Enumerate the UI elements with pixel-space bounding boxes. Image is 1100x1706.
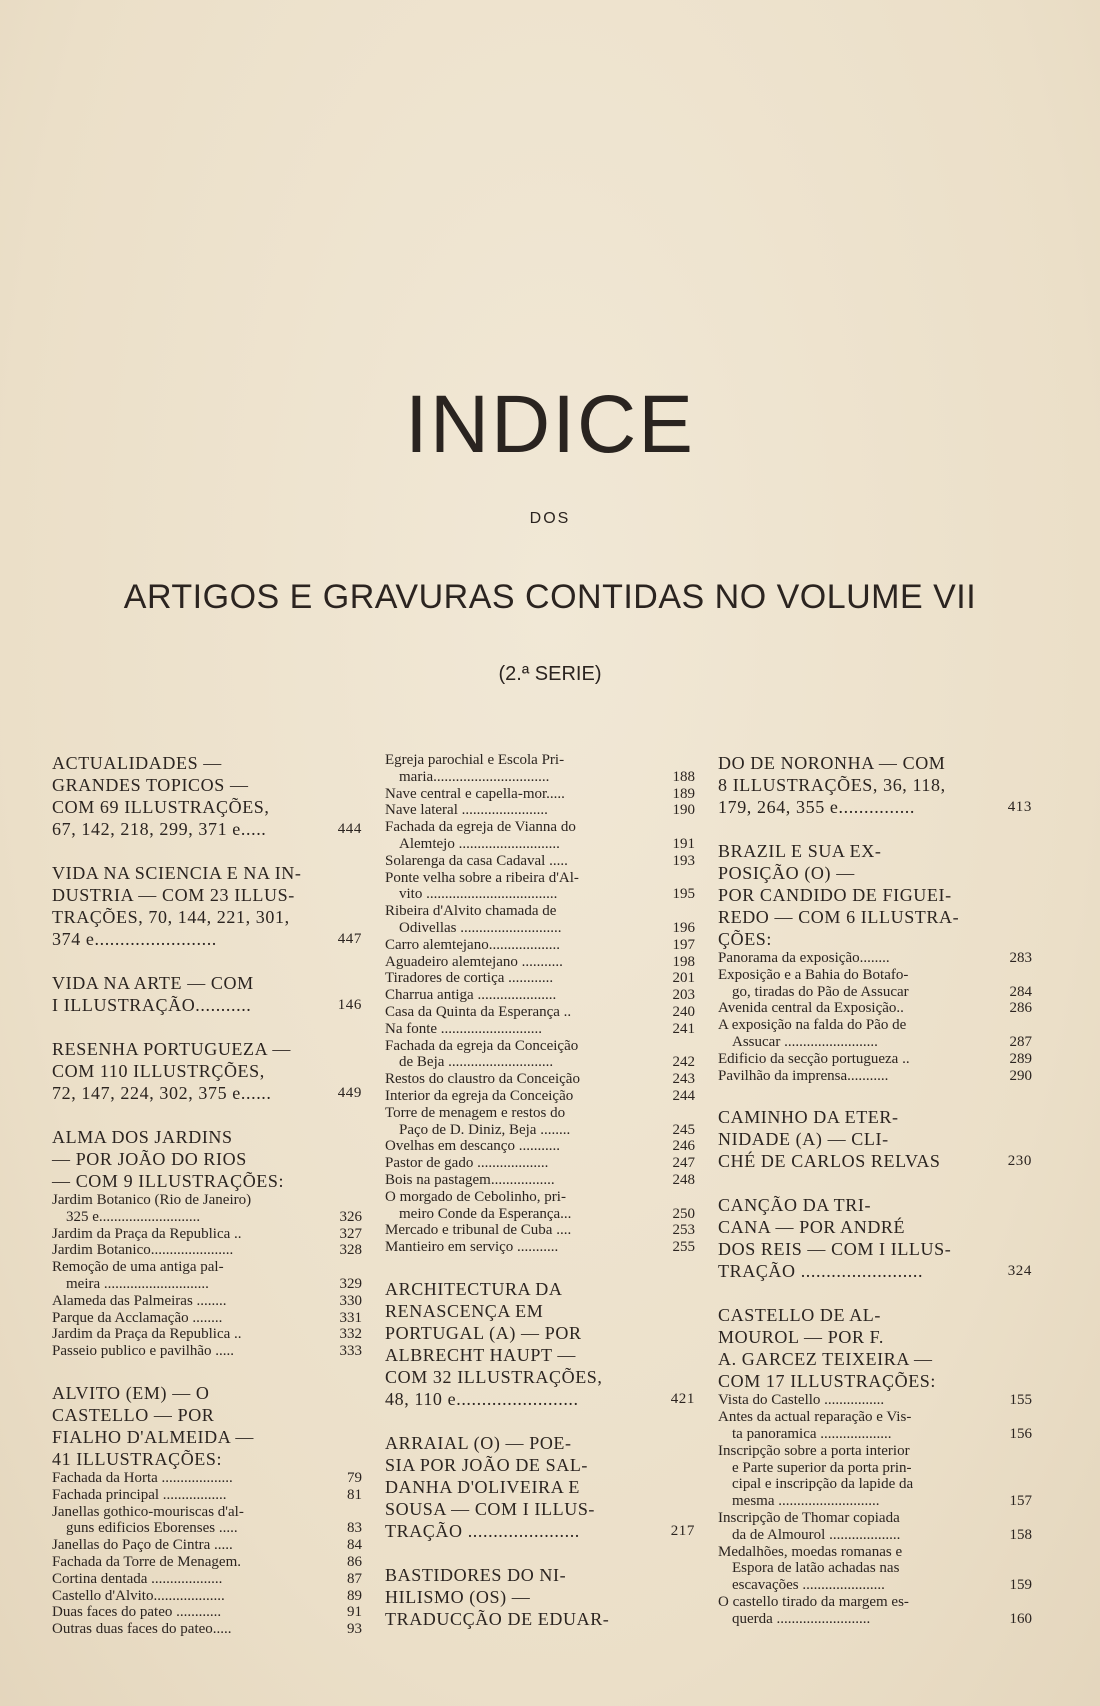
entry-heading [718, 840, 1032, 950]
illustration-title-line: Bois na pastagem................. [385, 1171, 555, 1188]
entry-page-number: 447 [337, 931, 362, 947]
illustration-item [385, 970, 695, 987]
entry-page-number: 217 [670, 1522, 695, 1539]
entry-heading-line: 67, 142, 218, 299, 371 e..... [52, 819, 267, 839]
illustration-title-line: cipal e inscripção da lapide da [732, 1476, 914, 1493]
entry-heading-line: DUSTRIA — COM 23 ILLUS- [52, 885, 295, 905]
illustration-title-line: Fachada da Torre de Menagem. [52, 1553, 242, 1570]
illustration-title-line: Jardim Botanico (Rio de Janeiro) [52, 1192, 252, 1208]
illustration-page-number: 188 [672, 768, 695, 785]
entry-heading-line: COM 69 ILLUSTRAÇÕES, [52, 797, 270, 817]
illustration-title-line: Passeio publico e pavilhão ..... [52, 1343, 235, 1360]
illustration-item [385, 1071, 695, 1088]
entry-heading-line: POSIÇÃO (O) — [718, 863, 855, 883]
illustration-item [52, 1293, 362, 1310]
entry-heading-line: CASTELLO — POR [52, 1404, 215, 1425]
illustration-page-number: 86 [347, 1553, 362, 1570]
illustration-item [52, 1604, 362, 1621]
entry-heading-line: SIA POR JOÃO DE SAL- [385, 1454, 589, 1475]
illustration-title-line: Janellas gothico-mouriscas d'al- [52, 1503, 244, 1520]
illustration-page-number: 287 [1009, 1033, 1032, 1050]
illustration-item [718, 1544, 1032, 1594]
entry-page-number: 413 [1007, 799, 1032, 815]
illustration-page-number: 83 [347, 1520, 362, 1537]
illustration-page-number: 84 [347, 1537, 362, 1554]
illustration-title-line: Nave central e capella-mor..... [385, 785, 565, 802]
illustration-page-number: 250 [672, 1205, 695, 1222]
illustration-item [385, 1239, 695, 1256]
illustration-page-number: 255 [672, 1239, 695, 1256]
illustration-page-number: 253 [672, 1222, 695, 1239]
illustration-page-number: 156 [1009, 1425, 1032, 1442]
illustration-title-line: Fachada da egreja da Conceição [385, 1037, 579, 1054]
entry-heading-line: PORTUGAL (A) — POR [385, 1322, 582, 1343]
illustration-title-line: Duas faces do pateo ............ [52, 1604, 222, 1621]
illustration-item [385, 954, 695, 971]
illustration-item [52, 1470, 362, 1487]
illustration-item [385, 1004, 695, 1021]
illustration-item [718, 1051, 1032, 1068]
illustration-page-number: 286 [1009, 1000, 1032, 1017]
entry-heading [718, 1194, 1032, 1282]
illustration-page-number: 240 [672, 1003, 695, 1020]
illustration-item [718, 1409, 1032, 1443]
entry-heading-line: CHÉ DE CARLOS RELVAS [718, 1151, 941, 1172]
illustration-page-number: 328 [339, 1242, 362, 1259]
illustration-title-line: Fachada da egreja de Vianna do [385, 819, 576, 836]
illustration-title-line: Espora de latão achadas nas [732, 1560, 900, 1577]
illustration-title-line: Avenida central da Exposição.. [718, 1000, 904, 1017]
entry-heading-line: 41 ILLUSTRAÇÕES: [52, 1448, 223, 1469]
illustration-item [52, 1487, 362, 1504]
illustration-page-number: 242 [672, 1054, 695, 1071]
illustration-page-number: 81 [347, 1486, 362, 1503]
illustration-item [385, 752, 695, 786]
illustration-item [385, 1155, 695, 1172]
illustration-page-number: 243 [672, 1071, 695, 1088]
illustration-item [385, 903, 695, 937]
illustration-page-number: 327 [339, 1225, 362, 1242]
illustration-page-number: 248 [672, 1171, 695, 1188]
index-entry [718, 1304, 1032, 1627]
illustration-title-line: O castello tirado da margem es- [718, 1593, 909, 1610]
illustration-page-number: 326 [339, 1208, 362, 1225]
entry-heading-line: RENASCENÇA EM [385, 1300, 544, 1321]
illustration-title-line: Janellas do Paço de Cintra ..... [52, 1537, 233, 1554]
illustration-item [385, 853, 695, 870]
illustration-title-line: mesma ........................... [732, 1493, 880, 1510]
entry-heading-line: 72, 147, 224, 302, 375 e...... [52, 1083, 272, 1103]
illustration-page-number: 284 [1009, 983, 1032, 1000]
illustration-item [52, 1504, 362, 1538]
illustration-page-number: 91 [347, 1604, 362, 1621]
entry-heading-line: ARCHITECTURA DA [385, 1278, 563, 1299]
illustration-page-number: 155 [1009, 1392, 1032, 1409]
illustration-title-line: Egreja parochial e Escola Pri- [385, 752, 565, 768]
entry-heading-line: TRADUCÇÃO DE EDUAR- [385, 1608, 610, 1629]
illustration-page-number: 190 [672, 802, 695, 819]
illustration-title-line: Exposição e a Bahia do Botafo- [718, 966, 909, 983]
entry-heading-line: NIDADE (A) — CLI- [718, 1129, 889, 1150]
title-connector: DOS [529, 510, 571, 527]
entry-heading-line: BRAZIL E SUA EX- [718, 841, 882, 861]
index-entry [385, 1564, 695, 1630]
illustration-title-line: Panorama da exposição........ [718, 950, 890, 966]
illustration-title-line: Pavilhão da imprensa........... [718, 1067, 889, 1084]
entry-heading [385, 1278, 695, 1410]
illustration-page-number: 283 [1009, 950, 1032, 966]
illustration-page-number: 195 [672, 886, 695, 903]
illustration-title-line: Odivellas ........................... [399, 919, 562, 936]
illustration-page-number: 289 [1009, 1050, 1032, 1067]
entry-heading-line: A. GARCEZ TEIXEIRA — [718, 1349, 933, 1370]
entry-heading-line: MOUROL — POR F. [718, 1327, 884, 1348]
entry-heading-line: — POR JOÃO DO RIOS [52, 1149, 247, 1169]
illustration-item [385, 987, 695, 1004]
illustration-page-number: 160 [1009, 1610, 1032, 1627]
illustration-item [718, 1000, 1032, 1017]
illustration-title-line: Tiradores de cortiça ............ [385, 970, 554, 987]
entry-heading-line: FIALHO D'ALMEIDA — [52, 1426, 255, 1447]
illustration-title-line: Restos do claustro da Conceição [385, 1071, 580, 1088]
illustration-page-number: 197 [672, 936, 695, 953]
entry-page-number: 449 [337, 1085, 362, 1101]
illustration-title-line: Casa da Quinta da Esperança .. [385, 1003, 572, 1020]
illustration-title-line: Solarenga da casa Cadaval ..... [385, 852, 568, 869]
illustration-title-line: Cortina dentada ................... [52, 1570, 223, 1587]
illustration-page-number: 244 [672, 1087, 695, 1104]
illustration-page-number: 79 [347, 1469, 362, 1486]
illustration-item [385, 1138, 695, 1155]
illustration-item [52, 1621, 362, 1638]
illustration-item [385, 1038, 695, 1072]
entry-heading-line: HILISMO (OS) — [385, 1586, 531, 1607]
entry-heading-line: CAMINHO DA ETER- [718, 1107, 899, 1128]
index-entry [718, 840, 1032, 1084]
entry-heading-line: COM 110 ILLUSTRÇÕES, [52, 1061, 265, 1081]
illustration-item [718, 1017, 1032, 1051]
entry-heading-line: ARRAIAL (O) — POE- [385, 1432, 572, 1453]
entry-heading [52, 1126, 362, 1192]
entry-heading [52, 862, 362, 950]
entry-heading-line: SOUSA — COM I ILLUS- [385, 1498, 596, 1519]
illustration-title-line: Ponte velha sobre a ribeira d'Al- [385, 869, 579, 886]
entry-heading-line: 8 ILLUSTRAÇÕES, 36, 118, [718, 775, 946, 795]
entry-heading [718, 752, 1032, 818]
index-entry [718, 1194, 1032, 1282]
illustration-item [385, 802, 695, 819]
entry-heading [385, 1564, 695, 1630]
illustration-item [718, 1443, 1032, 1510]
entry-heading [52, 1038, 362, 1104]
illustration-title-line: Remoção de uma antiga pal- [52, 1259, 224, 1276]
illustration-title-line: Charrua antiga ..................... [385, 987, 557, 1004]
illustration-page-number: 198 [672, 953, 695, 970]
illustration-title-line: maria............................... [399, 768, 550, 785]
illustration-title-line: querda ......................... [732, 1610, 871, 1627]
illustration-title-line: Vista do Castello ................ [718, 1392, 885, 1409]
entry-heading-line: DANHA D'OLIVEIRA E [385, 1476, 581, 1497]
entry-heading-line: TRAÇÃO ........................ [718, 1261, 924, 1282]
illustration-title-line: Pastor de gado ................... [385, 1155, 549, 1172]
illustration-item [52, 1537, 362, 1554]
entry-heading [718, 1304, 1032, 1392]
entry-heading-line: COM 17 ILLUSTRAÇÕES: [718, 1371, 937, 1392]
illustration-page-number: 196 [672, 919, 695, 936]
entry-heading-line: GRANDES TOPICOS — [52, 775, 249, 795]
illustration-item [385, 819, 695, 853]
illustration-page-number: 330 [339, 1292, 362, 1309]
illustration-item [718, 1510, 1032, 1544]
illustration-title-line: meiro Conde da Esperança... [399, 1205, 572, 1222]
illustration-title-line: Medalhões, moedas romanas e [718, 1543, 903, 1560]
illustration-item [52, 1242, 362, 1259]
illustration-title-line: de Beja ............................ [399, 1054, 554, 1071]
entry-heading-line: DOS REIS — COM I ILLUS- [718, 1239, 952, 1260]
entry-heading-line: TRAÇÕES, 70, 144, 221, 301, [52, 907, 290, 927]
illustration-item [385, 786, 695, 803]
index-entry [52, 972, 362, 1016]
illustration-title-line: Alameda das Palmeiras ........ [52, 1292, 227, 1309]
illustration-title-line: Parque da Acclamação ........ [52, 1309, 223, 1326]
illustration-title-line: Assucar ......................... [732, 1033, 878, 1050]
illustration-page-number: 189 [672, 785, 695, 802]
index-entry [718, 752, 1032, 818]
index-entry [385, 752, 695, 1256]
illustration-title-line: Inscripção de Thomar copiada [718, 1509, 900, 1526]
illustration-title-line: da de Almourol ................... [732, 1526, 901, 1543]
illustration-item [52, 1326, 362, 1343]
illustration-item [52, 1588, 362, 1605]
entry-page-number: 230 [1007, 1153, 1032, 1170]
illustration-title-line: Paço de D. Diniz, Beja ........ [399, 1121, 571, 1138]
illustration-item [52, 1226, 362, 1243]
illustration-item [718, 950, 1032, 967]
illustration-page-number: 329 [339, 1275, 362, 1292]
illustration-title-line: e Parte superior da porta prin- [732, 1459, 912, 1476]
entry-heading-line: — COM 9 ILLUSTRAÇÕES: [52, 1171, 285, 1191]
entry-page-number: 421 [670, 1390, 695, 1407]
entry-heading-line: VIDA NA ARTE — COM [52, 973, 254, 993]
index-entry [385, 1432, 695, 1542]
illustration-page-number: 157 [1009, 1493, 1032, 1510]
illustration-title-line: Castello d'Alvito................... [52, 1587, 225, 1604]
illustration-title-line: 325 e........................... [66, 1208, 201, 1225]
page-title: INDICE [405, 379, 695, 470]
illustration-title-line: Jardim Botanico...................... [52, 1242, 234, 1259]
illustration-item [385, 937, 695, 954]
index-column-3 [718, 752, 1032, 1650]
entry-page-number: 324 [1007, 1263, 1032, 1280]
illustration-item [52, 1192, 362, 1226]
index-entry [52, 1382, 362, 1638]
entry-heading [52, 972, 362, 1016]
illustration-title-line: Torre de menagem e restos do [385, 1104, 566, 1121]
illustration-title-line: O morgado de Cebolinho, pri- [385, 1188, 566, 1205]
illustration-title-line: Nave lateral ....................... [385, 802, 548, 819]
illustration-title-line: ta panoramica ................... [732, 1425, 892, 1442]
illustration-title-line: A exposição na falda do Pão de [718, 1017, 907, 1034]
entry-heading-line: VIDA NA SCIENCIA E NA IN- [52, 863, 302, 883]
illustration-page-number: 245 [672, 1121, 695, 1138]
illustration-title-line: vito ................................... [399, 886, 558, 903]
illustration-page-number: 93 [347, 1621, 362, 1638]
entry-heading-line: ALVITO (EM) — O [52, 1382, 210, 1403]
illustration-title-line: Antes da actual reparação e Vis- [718, 1409, 912, 1426]
illustration-item [52, 1571, 362, 1588]
entry-heading-line: ACTUALIDADES — [52, 753, 222, 773]
illustration-page-number: 89 [347, 1587, 362, 1604]
illustration-item [718, 1392, 1032, 1409]
illustration-title-line: Ribeira d'Alvito chamada de [385, 903, 557, 920]
illustration-title-line: Ovelhas em descanço ........... [385, 1138, 560, 1155]
illustration-title-line: Mercado e tribunal de Cuba .... [385, 1222, 572, 1239]
entry-heading-line: POR CANDIDO DE FIGUEI- [718, 885, 952, 905]
illustration-title-line: escavações ...................... [732, 1577, 885, 1594]
illustration-item [718, 967, 1032, 1001]
illustration-title-line: meira ............................ [66, 1275, 209, 1292]
entry-heading [52, 1382, 362, 1470]
entry-heading-line: CASTELLO DE AL- [718, 1305, 881, 1326]
entry-heading-line: COM 32 ILLUSTRAÇÕES, [385, 1366, 603, 1387]
illustration-title-line: Fachada principal ................. [52, 1486, 227, 1503]
illustration-page-number: 290 [1009, 1067, 1032, 1084]
illustration-title-line: Interior da egreja da Conceição [385, 1087, 574, 1104]
illustration-page-number: 331 [339, 1309, 362, 1326]
index-column-2 [385, 752, 695, 1652]
illustration-page-number: 247 [672, 1155, 695, 1172]
illustration-page-number: 191 [672, 835, 695, 852]
illustration-item [385, 1105, 695, 1139]
illustration-item [385, 1088, 695, 1105]
illustration-page-number: 159 [1009, 1577, 1032, 1594]
index-entry [385, 1278, 695, 1410]
illustration-title-line: Edificio da secção portugueza .. [718, 1050, 910, 1067]
entry-heading [718, 1106, 1032, 1172]
entry-heading-line: 48, 110 e........................ [385, 1388, 579, 1409]
entry-heading-line: 374 e........................ [52, 929, 217, 949]
illustration-item [385, 1172, 695, 1189]
illustration-title-line: Outras duas faces do pateo..... [52, 1621, 232, 1638]
illustration-page-number: 241 [672, 1020, 695, 1037]
entry-heading-line: CANÇÃO DA TRI- [718, 1195, 872, 1216]
illustration-title-line: go, tiradas do Pão de Assucar [732, 983, 909, 1000]
illustration-title-line: Fachada da Horta ................... [52, 1469, 233, 1486]
index-entry [52, 862, 362, 950]
illustration-item [52, 1310, 362, 1327]
illustration-title-line: Jardim da Praça da Republica .. [52, 1326, 242, 1343]
entry-heading [52, 752, 362, 840]
illustration-page-number: 333 [339, 1343, 362, 1360]
illustration-item [385, 870, 695, 904]
index-column-1 [52, 752, 362, 1660]
series-label: (2.ª SERIE) [498, 663, 602, 685]
illustration-page-number: 87 [347, 1570, 362, 1587]
page-subtitle: ARTIGOS E GRAVURAS CONTIDAS NO VOLUME VII [123, 578, 977, 616]
index-entry [52, 1038, 362, 1104]
illustration-title-line: Aguadeiro alemtejano ........... [385, 953, 563, 970]
illustration-item [385, 1189, 695, 1223]
entry-heading-line: I ILLUSTRAÇÃO........... [52, 995, 252, 1015]
illustration-item [52, 1554, 362, 1571]
entry-heading-line: REDO — COM 6 ILLUSTRA- [718, 907, 960, 927]
illustration-title-line: Na fonte ........................... [385, 1020, 543, 1037]
entry-heading-line: DO DE NORONHA — COM [718, 753, 946, 773]
illustration-item [385, 1222, 695, 1239]
illustration-title-line: guns edificios Eborenses ..... [66, 1520, 238, 1537]
illustration-item [385, 1021, 695, 1038]
entry-heading-line: RESENHA PORTUGUEZA — [52, 1039, 291, 1059]
illustration-title-line: Alemtejo ........................... [399, 835, 560, 852]
illustration-item [52, 1259, 362, 1293]
illustration-item [718, 1594, 1032, 1628]
illustration-page-number: 201 [672, 970, 695, 987]
entry-heading-line: TRAÇÃO ...................... [385, 1520, 580, 1541]
illustration-title-line: Inscripção sobre a porta interior [718, 1442, 910, 1459]
illustration-page-number: 246 [672, 1138, 695, 1155]
entry-heading-line: ALBRECHT HAUPT — [385, 1344, 576, 1365]
index-entry [52, 1126, 362, 1360]
illustration-page-number: 203 [672, 987, 695, 1004]
illustration-page-number: 332 [339, 1326, 362, 1343]
index-entry [718, 1106, 1032, 1172]
entry-heading [385, 1432, 695, 1542]
entry-heading-line: ÇÕES: [718, 929, 773, 949]
illustration-title-line: Jardim da Praça da Republica .. [52, 1225, 242, 1242]
illustration-item [718, 1068, 1032, 1085]
illustration-page-number: 158 [1009, 1526, 1032, 1543]
index-entry [52, 752, 362, 840]
entry-page-number: 146 [337, 997, 362, 1013]
entry-heading-line: 179, 264, 355 e............... [718, 797, 915, 817]
illustration-title-line: Carro alemtejano................... [385, 936, 560, 953]
entry-heading-line: CANA — POR ANDRÉ [718, 1217, 906, 1238]
illustration-page-number: 193 [672, 852, 695, 869]
illustration-item [52, 1343, 362, 1360]
illustration-title-line: Mantieiro em serviço ........... [385, 1239, 559, 1256]
entry-heading-line: BASTIDORES DO NI- [385, 1564, 567, 1585]
entry-heading-line: ALMA DOS JARDINS [52, 1127, 233, 1147]
entry-page-number: 444 [337, 821, 362, 837]
